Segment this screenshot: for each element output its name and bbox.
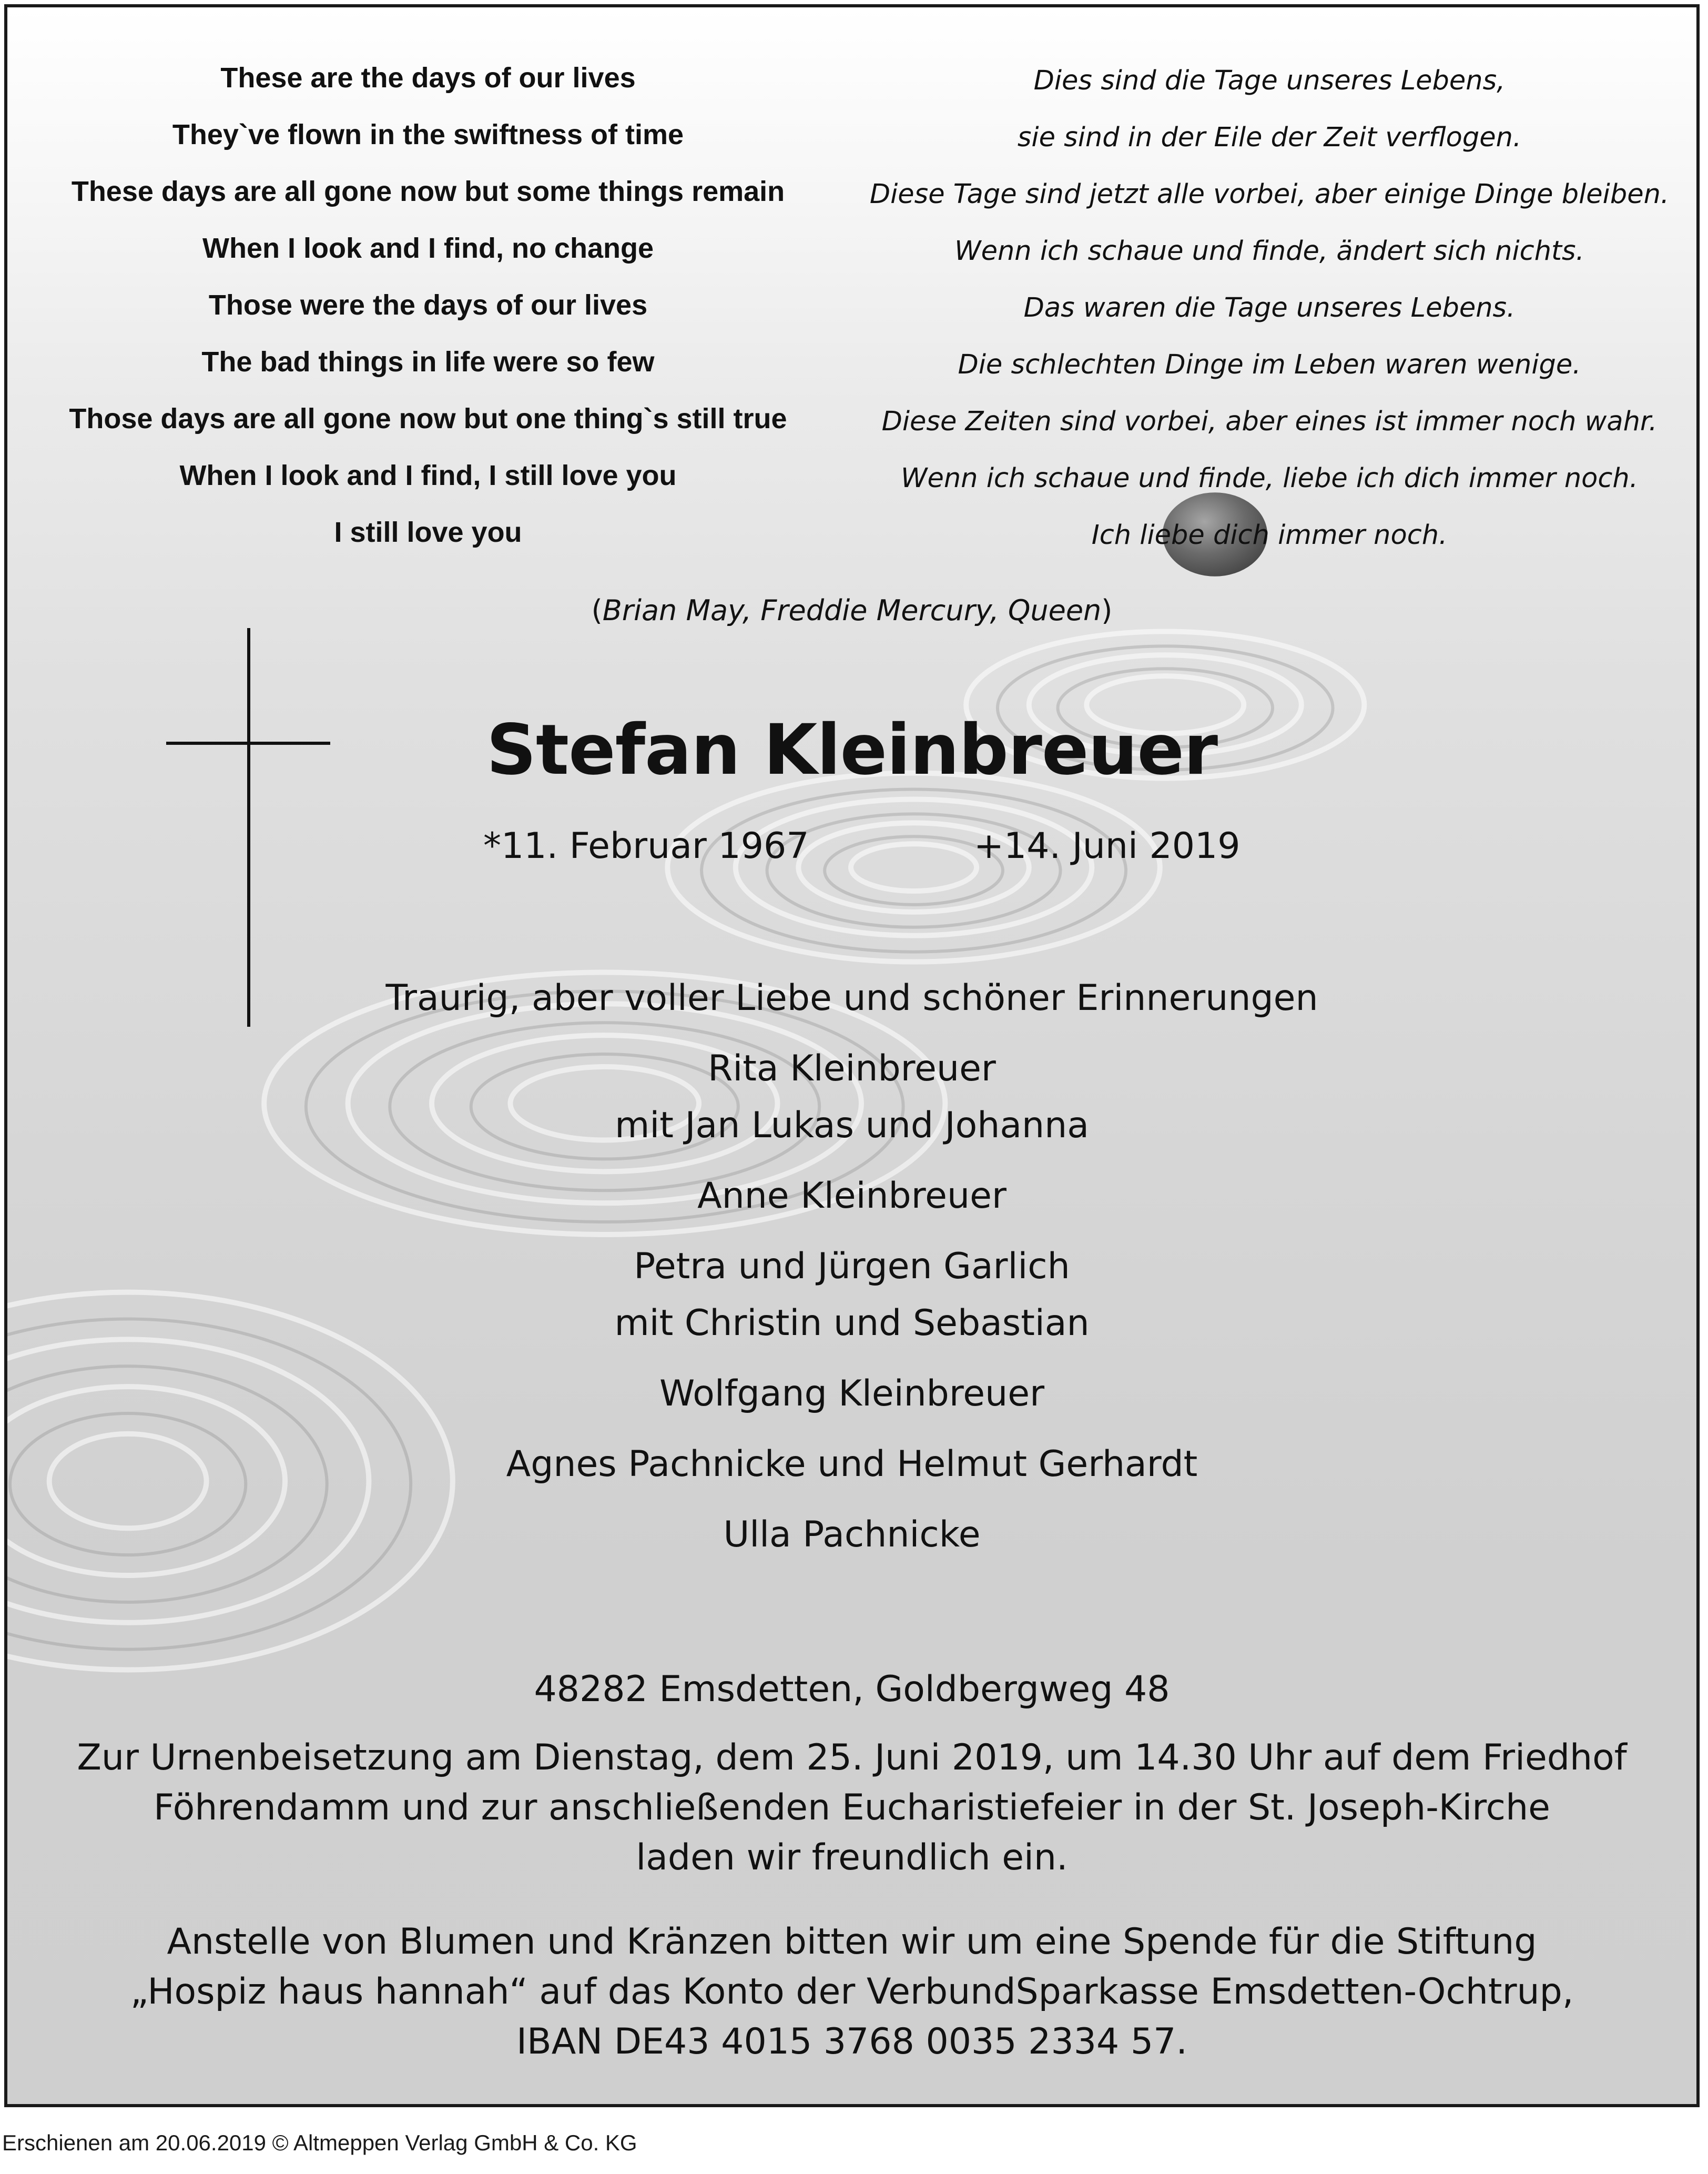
credit-open-paren: ( xyxy=(591,594,603,627)
poem-en-line: These are the days of our lives xyxy=(220,62,636,94)
credit-authors: Brian May, Freddie Mercury, Queen xyxy=(602,594,1102,627)
mourners-list xyxy=(7,970,1696,1563)
publication-footer: Erschienen am 20.06.2019 © Altmeppen Verlag GmbH & Co. KG xyxy=(2,2130,637,2155)
poem-en-line: Those days are all gone now but one thing`s still true xyxy=(69,403,787,434)
mourner-line: mit Jan Lukas und Johanna xyxy=(615,1105,1089,1146)
poem-en-line: When I look and I find, I still love you xyxy=(179,460,677,491)
cross-icon xyxy=(247,628,250,1027)
poem-en-line: Those were the days of our lives xyxy=(208,289,648,321)
donation-line: IBAN DE43 4015 3768 0035 2334 57. xyxy=(516,2021,1187,2062)
mourner-line: Petra und Jürgen Garlich xyxy=(634,1246,1070,1287)
credit-close-paren: ) xyxy=(1101,594,1113,627)
poem-en-line: When I look and I find, no change xyxy=(202,232,654,264)
obituary-notice xyxy=(4,4,1700,2107)
donation-line: „Hospiz haus hannah“ auf das Konto der VerbundSparkasse Emsdetten-Ochtrup, xyxy=(130,1971,1574,2013)
mourner-line: mit Christin und Sebastian xyxy=(614,1302,1090,1344)
poem-de-line: Das waren die Tage unseres Lebens. xyxy=(1023,292,1516,323)
deceased-name: Stefan Kleinbreuer xyxy=(486,710,1218,791)
mourner-line: Rita Kleinbreuer xyxy=(708,1048,996,1089)
poem-de-line: Diese Zeiten sind vorbei, aber eines ist immer noch wahr. xyxy=(881,406,1658,437)
funeral-line: Zur Urnenbeisetzung am Dienstag, dem 25. Juni 2019, um 14.30 Uhr auf dem Friedhof xyxy=(77,1737,1627,1778)
funeral-line: Föhrendamm und zur anschließenden Eucharistiefeier in der St. Joseph-Kirche xyxy=(153,1787,1551,1828)
mourner-line: Anne Kleinbreuer xyxy=(697,1175,1006,1217)
poem-de-line: Wenn ich schaue und finde, liebe ich dich immer noch. xyxy=(901,463,1638,494)
poem-de-line: Wenn ich schaue und finde, ändert sich nichts. xyxy=(954,236,1584,267)
mourner-line: Ulla Pachnicke xyxy=(723,1514,981,1555)
funeral-info xyxy=(7,1733,1696,1883)
poem-english xyxy=(7,49,849,561)
mourner-line: Wolfgang Kleinbreuer xyxy=(659,1373,1045,1414)
birth-date: *11. Februar 1967 xyxy=(483,825,809,867)
poem-en-line: I still love you xyxy=(334,517,522,548)
address-line: 48282 Emsdetten, Goldbergweg 48 xyxy=(534,1669,1170,1710)
death-date: +14. Juni 2019 xyxy=(974,825,1241,867)
poem-en-line: The bad things in life were so few xyxy=(201,346,655,378)
poem-en-line: These days are all gone now but some things remain xyxy=(71,176,785,207)
poem-de-line: Diese Tage sind jetzt alle vorbei, aber einige Dinge bleiben. xyxy=(869,179,1670,210)
address xyxy=(7,1664,1696,1714)
song-credit xyxy=(7,594,1696,627)
mourners-intro: Traurig, aber voller Liebe und schöner Erinnerungen xyxy=(385,977,1318,1019)
poem-de-line: Ich liebe dich immer noch. xyxy=(1091,520,1448,551)
poem-de-line: Die schlechten Dinge im Leben waren wenige. xyxy=(958,349,1581,380)
poem-en-line: They`ve flown in the swiftness of time xyxy=(172,119,684,150)
mourner-line: Agnes Pachnicke und Helmut Gerhardt xyxy=(506,1443,1198,1485)
poem-de-line: Dies sind die Tage unseres Lebens, xyxy=(1033,65,1506,96)
donation-info xyxy=(7,1917,1696,2067)
poem-german xyxy=(849,53,1690,564)
funeral-line: laden wir freundlich ein. xyxy=(636,1837,1068,1878)
donation-line: Anstelle von Blumen und Kränzen bitten wir um eine Spende für die Stiftung xyxy=(167,1921,1537,1963)
poem-de-line: sie sind in der Eile der Zeit verflogen. xyxy=(1017,122,1522,153)
